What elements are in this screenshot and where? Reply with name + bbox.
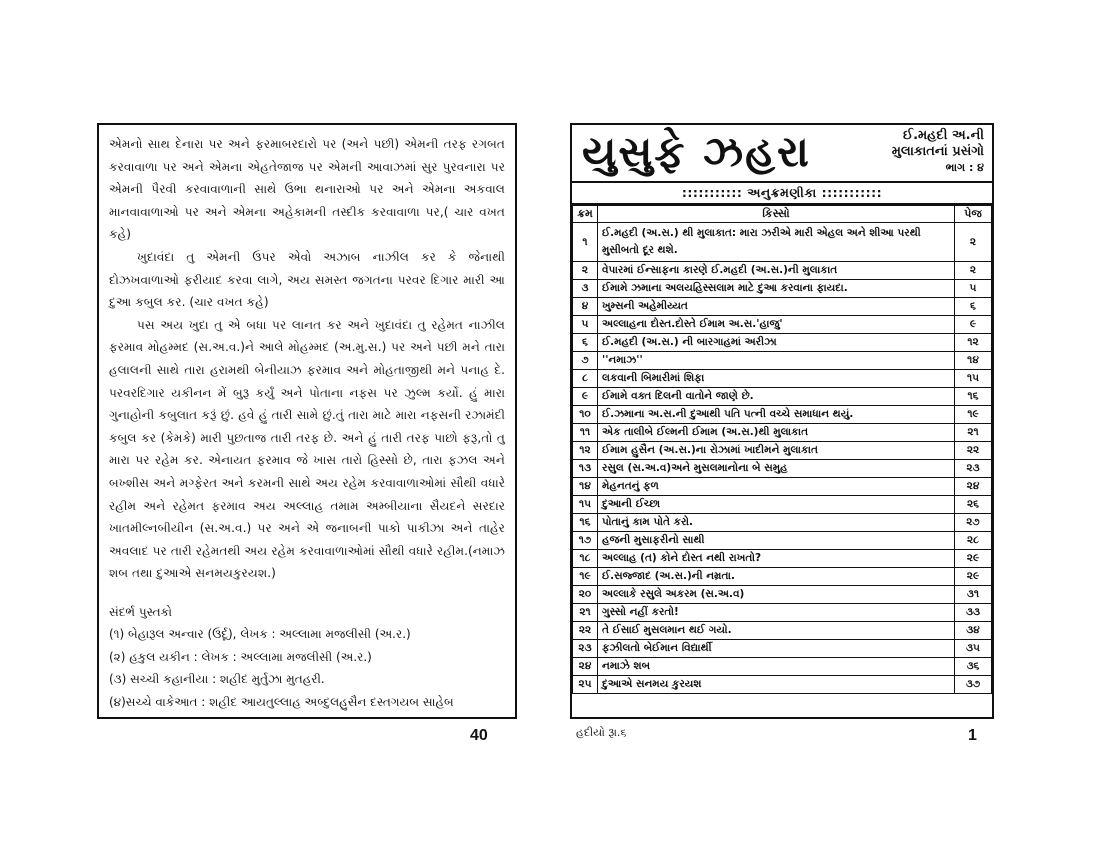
toc-page: ૧૪ [955,352,992,370]
toc-number: ૪ [573,298,598,316]
toc-row [573,298,992,316]
toc-title: નમાઝે શબ [598,658,955,676]
toc-number: ૧૬ [573,514,598,532]
toc-number: ૨૨ [573,622,598,640]
toc-number: ૧૨ [573,442,598,460]
reference-item: (૪)સચ્ચે વાકેઆત : શહીદ આયતુલ્લાહ અબ્દુલહુસૈન દસ્તગયબ સાહેબ [109,694,454,709]
toc-number: ૭ [573,352,598,370]
toc-title: ઈ.મહદી (અ.સ.) થી મુલાકાત: મારા ઝરીએ મારી એહલ અને શીઆ પરથી મુસીબતો દૂર થશે. [598,223,955,262]
toc-page: ૨૨ [955,442,992,460]
toc-title: ઈમામ હુસૈન (અ.સ.)ના રોઝામાં ખાદીમને મુલાકાત [598,442,955,460]
toc-number: ૧૯ [573,568,598,586]
toc-title: ઈમામે ઝમાના અલયહિસ્સલામ માટે દુઆ કરવાના ફાયદા. [598,280,955,298]
volume-label: ભાગ : ૪ [945,161,984,174]
toc-page: ૨૧ [955,424,992,442]
title-banner [572,125,992,183]
toc-title: ખુમ્સની અહેમીય્યત [598,298,955,316]
toc-row [573,223,992,262]
toc-page: ૨ [955,223,992,262]
toc-number: ૨૫ [573,676,598,694]
references-title: સંદર્ભ પુસ્તકો [109,604,172,619]
toc-number: ૨૦ [573,586,598,604]
toc-row [573,388,992,406]
toc-title: મેહનતનું ફળ [598,478,955,496]
left-page-number: 40 [470,727,488,744]
toc-row [573,352,992,370]
toc-header-page: પેજ [955,206,992,223]
toc-page: ૨૬ [955,496,992,514]
toc-body [573,223,992,694]
toc-number: ૧૭ [573,532,598,550]
toc-page: ૨૩ [955,460,992,478]
toc-row [573,334,992,352]
toc-title: રસુલ (સ.અ.વ)અને મુસલમાનોના બે સમુહ [598,460,955,478]
toc-number: ૧૦ [573,406,598,424]
toc-row [573,586,992,604]
toc-page: ૨૪ [955,478,992,496]
toc-page: ૩૫ [955,640,992,658]
toc-row [573,604,992,622]
toc-row [573,262,992,280]
toc-number: ૨૩ [573,640,598,658]
toc-number: ૬ [573,334,598,352]
right-page [570,123,994,719]
toc-title: પોતાનું કામ પોતે કરો. [598,514,955,532]
subtitle-line-2: મુલાકાતનાં પ્રસંગો [891,144,984,159]
toc-page: ૨૯ [955,550,992,568]
toc-title: ગુસ્સો નહીં કરતો! [598,604,955,622]
toc-header-number: ક્રમ [573,206,598,223]
toc-number: ૧૧ [573,424,598,442]
toc-title: અલ્લાહના દોસ્ત.દોસ્તે ઈમામ અ.સ.'હાજુ' [598,316,955,334]
price-label: હદીયો રૂા.૬ [576,726,627,739]
toc-page: ૧૨ [955,334,992,352]
toc-row [573,280,992,298]
toc-number: ૧૫ [573,496,598,514]
paragraph-3: પસ અય ખુદા તુ એ બધા પર લાનત કર અને ખુદાવંદા તુ રહેમત નાઝીલ ફરમાવ મોહમ્મદ (સ.અ.વ.)ને આલે મોહમ્મદ (અ.મુ.સ.) પર અને પછી મને તારા હલાલની સાથે તારા હરામથી બેનીયાઝ ફરમાવ અને મોહતાજીથી મને પનાહ દે. પરવરદિગાર યકીનન મેં બુરૂ કર્યું અને પોતાના નફસ પર ઝુલ્મ કર્યો. હું મારા ગુનાહોની કબુલાત કરૂં છું. હવે હું તારી સામે છું.તું તારા માટે મારા નફસની રઝામંદી કબુલ કર (કેમકે) મારી પુછતાજ તારી તરફ છે. અને હું તારી તરફ પાછો ફરૂ,તો તુ મારા પર રહેમ કર. એનાયત ફરમાવ જે ખાસ તારો હિસ્સો છે, તારા ફઝલ અને બખ્શીસ અને મગ્ફેરત અને કરમની સાથે અય રહેમ કરવાવાળાઓમાં સૌથી વધારે રહીમ અને રહેમત ફરમાવ અય અલ્લાહ તમામ અમ્બીયાના સૈયદને સરદાર ખાતમીલ્નબીયીન (સ.અ.વ.) પર અને એ જનાબની પાકો પાકીઝા અને તાહેર અવલાદ પર તારી રહેમતથી અય રહેમ કરવાવાળાઓમાં સૌથી વધારે રહીમ.(નમાઝ શબ તથા દુઆએ સનમયકુરયશ.) [109,317,505,581]
toc-page: ૬ [955,298,992,316]
toc-row [573,442,992,460]
toc-number: ૨ [573,262,598,280]
toc-number: ૧૩ [573,460,598,478]
toc-title: ફઝીલતો બેઈમાન વિદ્યાર્થી [598,640,955,658]
toc-title: વેપારમાં ઈન્સાફના કારણે ઈ.મહદી (અ.સ.)ની મુલાકાત [598,262,955,280]
toc-title: લકવાની બિમારીમાં શિફા [598,370,955,388]
references [109,601,505,714]
toc-row [573,676,992,694]
toc-header-row [573,206,992,223]
toc-row [573,406,992,424]
toc-title: ઈમામે વક્ત દિલની વાતોને જાણે છે. [598,388,955,406]
toc-title: ઈ.સજ્જાદ (અ.સ.)ની નમ્રતા. [598,568,955,586]
toc-row [573,424,992,442]
book-title: યુસુફે ઝહરા [582,127,811,176]
right-page-number: 1 [968,727,977,744]
toc-row [573,514,992,532]
toc-title: દુઆની ઈચ્છા [598,496,955,514]
table-of-contents [572,205,992,694]
toc-number: ૯ [573,388,598,406]
toc-number: ૫ [573,316,598,334]
toc-row [573,568,992,586]
toc-row [573,478,992,496]
toc-row [573,622,992,640]
toc-number: ૮ [573,370,598,388]
paragraph-2: ખુદાવંદા તુ એમની ઉપર એવો અઝાબ નાઝીલ કર કે જેનાથી દોઝખવાળાઓ ફરીયાદ કરવા લાગે, અય સમસ્ત જગતના પરવર દિગાર મારી આ દુઆ કબુલ કર. (ચાર વખત કહે) [109,249,505,310]
left-page [97,123,517,719]
toc-page: ૨૭ [955,514,992,532]
toc-row [573,640,992,658]
toc-title: ઈ.મહદી (અ.સ.) ની બારગાહમાં અરીઝા [598,334,955,352]
toc-row [573,370,992,388]
toc-number: ૨૪ [573,658,598,676]
toc-page: ૩૬ [955,658,992,676]
toc-number: ૨૧ [573,604,598,622]
toc-title: અલ્લાહ (ત) કોને દોસ્ત નથી રાખતો? [598,550,955,568]
toc-title: તે ઈસાઈ મુસલમાન થઈ ગયો. [598,622,955,640]
toc-page: ૩૪ [955,622,992,640]
reference-item: (૧) બેહારૂલ અન્વાર (ઉર્દૂ), લેખક : અલ્લામા મજલીસી (અ.ર.) [109,627,411,642]
toc-number: ૩ [573,280,598,298]
toc-header-title: કિસ્સો [598,206,955,223]
toc-page: ૯ [955,316,992,334]
toc-title: ''નમાઝ'' [598,352,955,370]
toc-page: ૧૬ [955,388,992,406]
index-title: ::::::::::: અનુક્રમણીકા ::::::::::: [572,183,992,205]
toc-row [573,550,992,568]
toc-row [573,460,992,478]
reference-item: (૩) સચ્ચી કહાનીયા : શહીદ મુર્તુઝા મુતહરી. [109,672,325,687]
toc-page: ૫ [955,280,992,298]
toc-row [573,532,992,550]
toc-row [573,316,992,334]
toc-page: ૧૫ [955,370,992,388]
toc-page: ૩૧ [955,586,992,604]
toc-page: ૨ [955,262,992,280]
toc-row [573,496,992,514]
toc-page: ૨૯ [955,568,992,586]
toc-title: દુઆએ સનમય કુરયશ [598,676,955,694]
paragraph-1: એમનો સાથ દેનારા પર અને ફરમાબરદારો પર (અને પછી) એમની તરફ રગબત કરવાવાળા પર અને એમના એહતેજાજ પર એમની આવાઝમાં સુર પુરવનારા પર એમની પૈરવી કરવાવાળાની સાથે ઉભા થનારાઓ પર અને એમના અકવાલ માનવાવાળાઓ પર અને એમના અહેકામની તસ્દીક કરવાવાળા પર,( ચાર વખત કહે) [109,137,505,242]
toc-page: ૩૩ [955,604,992,622]
reference-item: (૨) હકુલ યકીન : લેખક : અલ્લામા મજલીસી (અ.ર.) [109,649,372,664]
toc-number: ૧૮ [573,550,598,568]
subtitle-line-1: ઈ.મહદી અ.ની [903,128,984,143]
toc-row [573,658,992,676]
toc-page: ૨૮ [955,532,992,550]
toc-title: અલ્લાકે રસુલે અકરમ (સ.અ.વ) [598,586,955,604]
toc-number: ૧ [573,223,598,262]
toc-page: ૧૯ [955,406,992,424]
toc-title: એક તાલીબે ઈલ્મની ઈમામ (અ.સ.)થી મુલાકાત [598,424,955,442]
toc-page: ૩૭ [955,676,992,694]
toc-number: ૧૪ [573,478,598,496]
toc-title: હજની મુસાફરીનો સાથી [598,532,955,550]
toc-title: ઈ.ઝમાના અ.સ.ની દુઆથી પતિ પત્ની વચ્ચે સમાધાન થયું. [598,406,955,424]
